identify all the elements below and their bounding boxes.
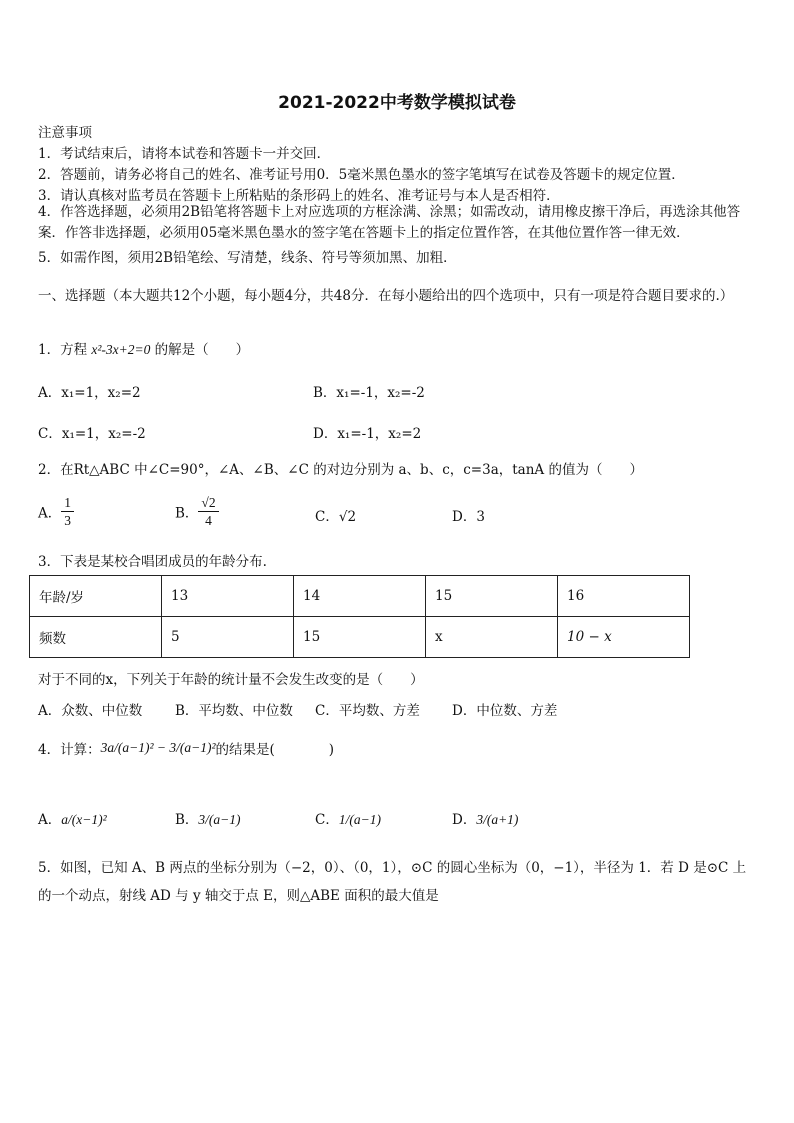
q4-stem: 4．计算：3a/(a−1)² − 3/(a−1)²的结果是( ) <box>38 740 335 758</box>
q2-stem: 2．在Rt△ABC 中∠C=90°，∠A、∠B、∠C 的对边分别为 a、b、c，c=3a，tanA 的值为（ ） <box>38 462 643 478</box>
q3-option-d: D．中位数、方差 <box>452 703 558 719</box>
table-cell: 16 <box>558 576 690 617</box>
notice-item-5: 5．如需作图，须用2B铅笔绘、写清楚，线条、符号等须加黑、加粗． <box>38 250 457 266</box>
q4-option-c: C．1/(a−1) <box>315 812 381 828</box>
table-cell: 15 <box>294 617 426 658</box>
q2-option-d: D．3 <box>452 509 485 525</box>
notice-item-4: 4．作答选择题，必须用2B铅笔将答题卡上对应选项的方框涂满、涂黑；如需改动，请用橡皮擦干净后，再选涂其他答案．作答非选择题，必须用05毫米黑色墨水的签字笔在答题卡上的指定位置作答，在其他位置作答一律无效． <box>38 204 741 241</box>
q2-option-b: B． $\frac{√2}{4}$ <box>175 494 219 529</box>
q4-expression: 3a/(a−1)² − 3/(a−1)² <box>100 740 216 755</box>
q2-option-a: A． $\frac{1}{3}$ <box>38 494 74 529</box>
q1-equation: x²-3x+2=0 <box>91 342 151 357</box>
table-cell: x <box>426 617 558 658</box>
table-cell: 年龄/岁 <box>30 576 162 617</box>
q3-stem: 3．下表是某校合唱团成员的年龄分布. <box>38 554 267 570</box>
q1-option-a: A．x₁=1，x₂=2 <box>38 385 141 401</box>
q5-stem: 5．如图，已知 A、B 两点的坐标分别为（−2，0）、（0，1），⊙C 的圆心坐标为（0，−1），半径为 1．若 D 是⊙C 上的一个动点，射线 AD 与 y 轴交于点 E，则△ABE 面积的最大值是 <box>38 860 747 904</box>
q3-option-b: B．平均数、中位数 <box>175 703 293 719</box>
q3-option-c: C．平均数、方差 <box>315 703 420 719</box>
table-cell: 10 − x <box>558 617 690 658</box>
table-cell: 13 <box>162 576 294 617</box>
notice-item-2: 2．答题前，请务必将自己的姓名、准考证号用0．5毫米黑色墨水的签字笔填写在试卷及答题卡的规定位置． <box>38 167 685 183</box>
notice-item-3: 3．请认真核对监考员在答题卡上所粘贴的条形码上的姓名、准考证号与本人是否相符． <box>38 188 560 204</box>
notice-item-1: 1．考试结束后，请将本试卷和答题卡一并交回． <box>38 146 331 162</box>
age-distribution-table <box>29 575 690 658</box>
table-row <box>30 617 690 658</box>
q2-option-c: C．√2 <box>315 509 357 525</box>
q4-option-a: A．a/(x−1)² <box>38 812 107 828</box>
q4-option-d: D．3/(a+1) <box>452 812 519 828</box>
q3-question: 对于不同的x，下列关于年龄的统计量不会发生改变的是（ ） <box>38 672 424 688</box>
q1-option-d: D．x₁=-1，x₂=2 <box>313 426 422 442</box>
q3-option-a: A．众数、中位数 <box>38 703 143 719</box>
notice-heading: 注意事项 <box>38 125 92 141</box>
q1-stem: 1．方程 x²-3x+2=0 的解是（ ） <box>38 342 250 358</box>
table-cell: 5 <box>162 617 294 658</box>
q1-option-b: B．x₁=-1，x₂=-2 <box>313 385 425 401</box>
q4-option-b: B．3/(a−1) <box>175 812 241 828</box>
table-cell: 频数 <box>30 617 162 658</box>
table-cell: 14 <box>294 576 426 617</box>
q1-option-c: C．x₁=1，x₂=-2 <box>38 426 146 442</box>
table-cell: 15 <box>426 576 558 617</box>
table-row <box>30 576 690 617</box>
page-title: 2021-2022中考数学模拟试卷 <box>278 93 516 113</box>
section-heading: 一、选择题（本大题共12个小题，每小题4分，共48分．在每小题给出的四个选项中，只有一项是符合题目要求的.） <box>38 288 734 304</box>
